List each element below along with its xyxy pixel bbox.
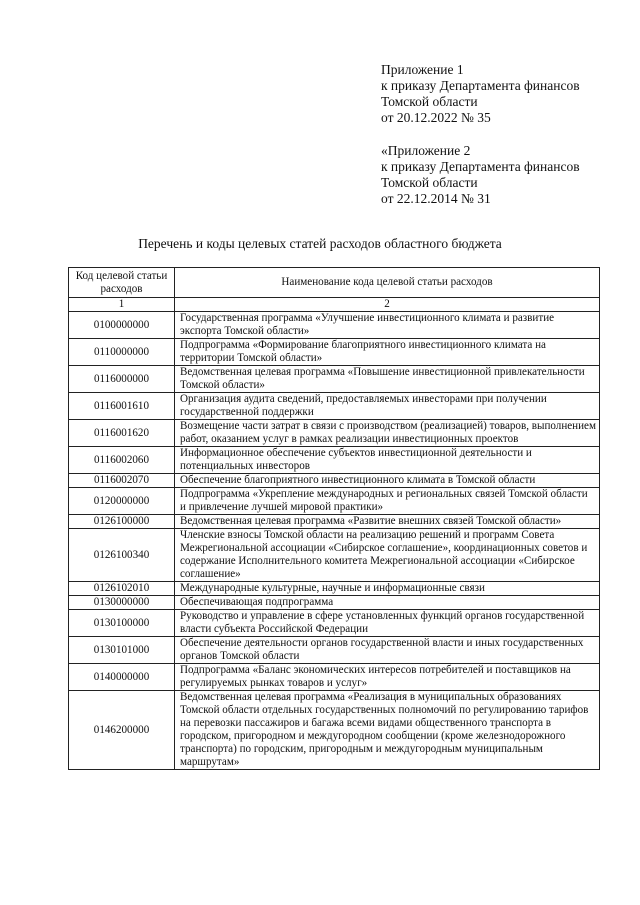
- column-number: 1: [69, 298, 175, 312]
- row-name: Организация аудита сведений, предоставляемых инвесторами при получении государственной поддержки: [175, 393, 600, 420]
- row-name: Руководство и управление в сфере установленных функций органов государственной власти субъекта Российской Федерации: [175, 610, 600, 637]
- table-row: [69, 637, 600, 664]
- table-row: [69, 366, 600, 393]
- row-name: Международные культурные, научные и информационные связи: [175, 582, 600, 596]
- appendix-1-line: Томской области: [381, 94, 478, 109]
- row-code: 0130000000: [69, 596, 175, 610]
- table-row: [69, 596, 600, 610]
- row-name: Обеспечение деятельности органов государственной власти и иных государственных органов Томской области: [175, 637, 600, 664]
- row-name: Ведомственная целевая программа «Повышение инвестиционной привлекательности Томской области»: [175, 366, 600, 393]
- row-code: 0100000000: [69, 312, 175, 339]
- table-row: [69, 420, 600, 447]
- row-code: 0146200000: [69, 691, 175, 770]
- row-code: 0120000000: [69, 488, 175, 515]
- appendix-2-line: Томской области: [381, 175, 478, 190]
- appendix-1-line: от 20.12.2022 № 35: [381, 110, 491, 125]
- column-number: 2: [175, 298, 600, 312]
- table-row: [69, 610, 600, 637]
- table-row: [69, 312, 600, 339]
- table-row: [69, 474, 600, 488]
- appendix-2-line: от 22.12.2014 № 31: [381, 191, 491, 206]
- table-row: [69, 339, 600, 366]
- row-code: 0126100000: [69, 515, 175, 529]
- row-name: Подпрограмма «Формирование благоприятного инвестиционного климата на территории Томской области»: [175, 339, 600, 366]
- appendix-1-header: [381, 62, 580, 126]
- table-row: [69, 393, 600, 420]
- row-code: 0110000000: [69, 339, 175, 366]
- header-code: Код целевой статьи расходов: [69, 268, 175, 298]
- table-row: [69, 447, 600, 474]
- row-code: 0126102010: [69, 582, 175, 596]
- table-row: [69, 691, 600, 770]
- row-name: Информационное обеспечение субъектов инвестиционной деятельности и потенциальных инвесторов: [175, 447, 600, 474]
- row-name: Обеспечивающая подпрограмма: [175, 596, 600, 610]
- table-header-row: [69, 268, 600, 298]
- table-row: [69, 529, 600, 582]
- header-name: Наименование кода целевой статьи расходов: [175, 268, 600, 298]
- row-code: 0130101000: [69, 637, 175, 664]
- row-code: 0116001610: [69, 393, 175, 420]
- table-row: [69, 515, 600, 529]
- row-name: Ведомственная целевая программа «Реализация в муниципальных образованиях Томской области отдельных государственных полномочий по регулированию тарифов на перевозки пассажиров и багажа всеми видами общественного транспорта в городском, пригородном и междугородном сообщении (кроме железнодорожного транспорта) по городским, пригородным и междугородным муниципальным маршрутам»: [175, 691, 600, 770]
- appendix-2-line: к приказу Департамента финансов: [381, 159, 580, 174]
- column-number-row: [69, 298, 600, 312]
- row-name: Государственная программа «Улучшение инвестиционного климата и развитие экспорта Томской области»: [175, 312, 600, 339]
- row-name: Обеспечение благоприятного инвестиционного климата в Томской области: [175, 474, 600, 488]
- row-name: Членские взносы Томской области на реализацию решений и программ Совета Межрегиональной ассоциации «Сибирское соглашение», координационных советов и содержание Исполнительного комитета Межрегиональной ассоциации «Сибирское соглашение»: [175, 529, 600, 582]
- appendix-1-line: Приложение 1: [381, 62, 464, 77]
- row-code: 0126100340: [69, 529, 175, 582]
- budget-codes-table: [68, 267, 600, 770]
- row-name: Ведомственная целевая программа «Развитие внешних связей Томской области»: [175, 515, 600, 529]
- table-row: [69, 582, 600, 596]
- appendix-1-line: к приказу Департамента финансов: [381, 78, 580, 93]
- row-name: Подпрограмма «Баланс экономических интересов потребителей и поставщиков на регулируемых рынках товаров и услуг»: [175, 664, 600, 691]
- appendix-2-header: [381, 143, 580, 207]
- row-name: Подпрограмма «Укрепление международных и региональных связей Томской области и привлечение лучшей мировой практики»: [175, 488, 600, 515]
- row-code: 0140000000: [69, 664, 175, 691]
- row-code: 0116002070: [69, 474, 175, 488]
- table-row: [69, 664, 600, 691]
- table-row: [69, 488, 600, 515]
- row-code: 0130100000: [69, 610, 175, 637]
- row-name: Возмещение части затрат в связи с производством (реализацией) товаров, выполнением работ, оказанием услуг в рамках реализации инвестиционных проектов: [175, 420, 600, 447]
- appendix-2-line: «Приложение 2: [381, 143, 471, 158]
- row-code: 0116002060: [69, 447, 175, 474]
- row-code: 0116001620: [69, 420, 175, 447]
- document-title: Перечень и коды целевых статей расходов областного бюджета: [138, 236, 502, 251]
- row-code: 0116000000: [69, 366, 175, 393]
